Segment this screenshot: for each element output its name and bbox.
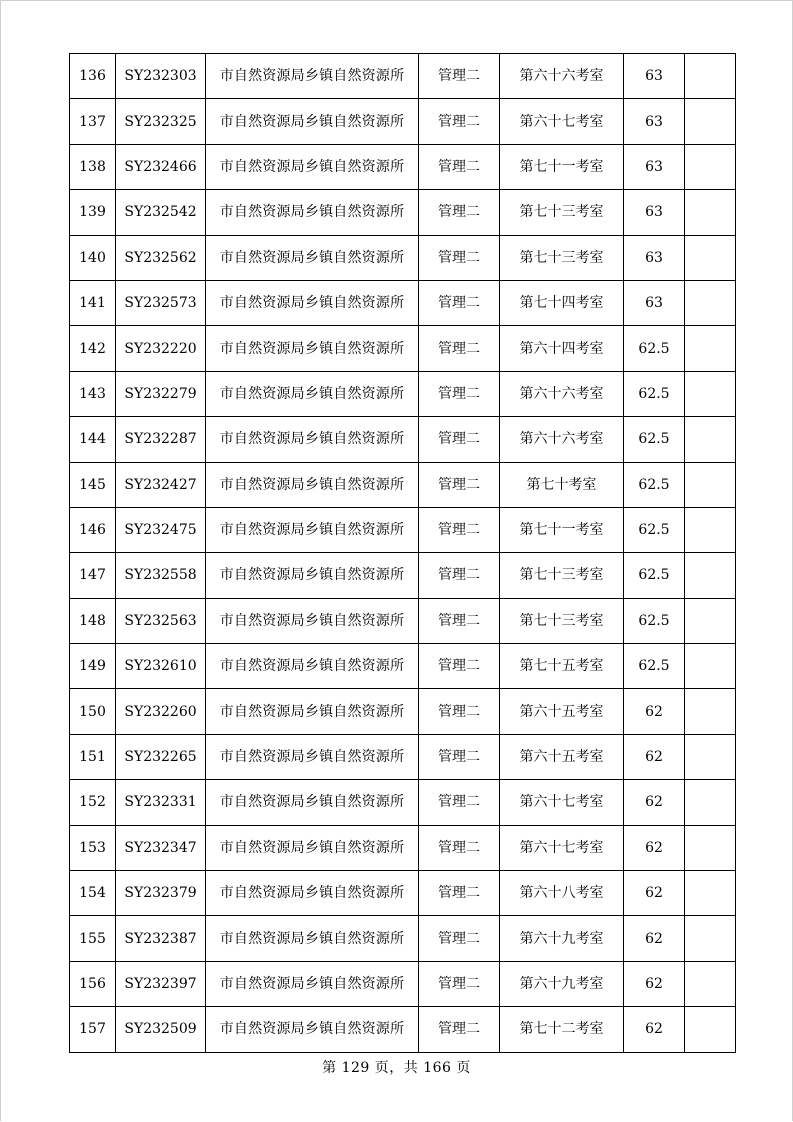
unit-cell: 市自然资源局乡镇自然资源所	[206, 689, 419, 734]
position-cell: 管理二	[419, 780, 500, 825]
position-cell: 管理二	[419, 54, 500, 99]
exam-room-cell: 第六十九考室	[500, 916, 624, 961]
score-cell: 62.5	[624, 371, 685, 416]
unit-cell: 市自然资源局乡镇自然资源所	[206, 871, 419, 916]
remark-cell	[685, 326, 736, 371]
remark-cell	[685, 417, 736, 462]
remark-cell	[685, 144, 736, 189]
table-row	[70, 462, 736, 507]
remark-cell	[685, 916, 736, 961]
unit-cell: 市自然资源局乡镇自然资源所	[206, 916, 419, 961]
remark-cell	[685, 825, 736, 870]
candidate-id-cell: SY232287	[116, 417, 206, 462]
exam-room-cell: 第七十三考室	[500, 553, 624, 598]
candidate-id-cell: SY232397	[116, 961, 206, 1006]
exam-room-cell: 第六十八考室	[500, 871, 624, 916]
candidate-id-cell: SY232387	[116, 916, 206, 961]
table-row	[70, 644, 736, 689]
score-cell: 63	[624, 190, 685, 235]
position-cell: 管理二	[419, 507, 500, 552]
row-number-cell: 143	[70, 371, 116, 416]
row-number-cell: 155	[70, 916, 116, 961]
table-row	[70, 280, 736, 325]
candidate-id-cell: SY232220	[116, 326, 206, 371]
table-row	[70, 371, 736, 416]
table-row	[70, 553, 736, 598]
exam-room-cell: 第七十二考室	[500, 1007, 624, 1052]
table-row	[70, 825, 736, 870]
candidate-id-cell: SY232265	[116, 734, 206, 779]
position-cell: 管理二	[419, 644, 500, 689]
score-cell: 62	[624, 961, 685, 1006]
row-number-cell: 141	[70, 280, 116, 325]
table-row	[70, 99, 736, 144]
table-row	[70, 507, 736, 552]
remark-cell	[685, 462, 736, 507]
position-cell: 管理二	[419, 553, 500, 598]
row-number-cell: 151	[70, 734, 116, 779]
unit-cell: 市自然资源局乡镇自然资源所	[206, 961, 419, 1006]
position-cell: 管理二	[419, 961, 500, 1006]
position-cell: 管理二	[419, 598, 500, 643]
position-cell: 管理二	[419, 871, 500, 916]
table-row	[70, 1007, 736, 1052]
unit-cell: 市自然资源局乡镇自然资源所	[206, 54, 419, 99]
score-cell: 62.5	[624, 326, 685, 371]
candidate-id-cell: SY232331	[116, 780, 206, 825]
score-cell: 63	[624, 235, 685, 280]
score-cell: 62	[624, 734, 685, 779]
exam-room-cell: 第七十一考室	[500, 144, 624, 189]
row-number-cell: 136	[70, 54, 116, 99]
score-cell: 62.5	[624, 462, 685, 507]
score-cell: 62.5	[624, 553, 685, 598]
candidate-id-cell: SY232558	[116, 553, 206, 598]
score-cell: 63	[624, 54, 685, 99]
score-cell: 62	[624, 1007, 685, 1052]
exam-room-cell: 第七十五考室	[500, 644, 624, 689]
unit-cell: 市自然资源局乡镇自然资源所	[206, 417, 419, 462]
exam-room-cell: 第六十七考室	[500, 99, 624, 144]
candidate-id-cell: SY232573	[116, 280, 206, 325]
table-row	[70, 780, 736, 825]
remark-cell	[685, 780, 736, 825]
row-number-cell: 145	[70, 462, 116, 507]
unit-cell: 市自然资源局乡镇自然资源所	[206, 280, 419, 325]
candidate-id-cell: SY232303	[116, 54, 206, 99]
remark-cell	[685, 99, 736, 144]
exam-room-cell: 第七十三考室	[500, 235, 624, 280]
unit-cell: 市自然资源局乡镇自然资源所	[206, 598, 419, 643]
position-cell: 管理二	[419, 734, 500, 779]
exam-room-cell: 第六十六考室	[500, 371, 624, 416]
table-row	[70, 734, 736, 779]
row-number-cell: 139	[70, 190, 116, 235]
candidate-id-cell: SY232542	[116, 190, 206, 235]
position-cell: 管理二	[419, 235, 500, 280]
unit-cell: 市自然资源局乡镇自然资源所	[206, 144, 419, 189]
row-number-cell: 150	[70, 689, 116, 734]
unit-cell: 市自然资源局乡镇自然资源所	[206, 190, 419, 235]
score-cell: 62	[624, 825, 685, 870]
score-cell: 62	[624, 916, 685, 961]
exam-room-cell: 第六十四考室	[500, 326, 624, 371]
exam-room-cell: 第七十四考室	[500, 280, 624, 325]
position-cell: 管理二	[419, 144, 500, 189]
results-table	[69, 53, 736, 1053]
candidate-id-cell: SY232279	[116, 371, 206, 416]
candidate-id-cell: SY232260	[116, 689, 206, 734]
position-cell: 管理二	[419, 825, 500, 870]
row-number-cell: 157	[70, 1007, 116, 1052]
table-row	[70, 417, 736, 462]
table-row	[70, 871, 736, 916]
row-number-cell: 148	[70, 598, 116, 643]
candidate-id-cell: SY232563	[116, 598, 206, 643]
score-cell: 63	[624, 280, 685, 325]
row-number-cell: 144	[70, 417, 116, 462]
unit-cell: 市自然资源局乡镇自然资源所	[206, 644, 419, 689]
row-number-cell: 146	[70, 507, 116, 552]
position-cell: 管理二	[419, 326, 500, 371]
candidate-id-cell: SY232347	[116, 825, 206, 870]
score-cell: 62	[624, 689, 685, 734]
position-cell: 管理二	[419, 190, 500, 235]
position-cell: 管理二	[419, 462, 500, 507]
remark-cell	[685, 553, 736, 598]
row-number-cell: 154	[70, 871, 116, 916]
table-row	[70, 916, 736, 961]
score-cell: 62	[624, 871, 685, 916]
score-cell: 63	[624, 99, 685, 144]
exam-room-cell: 第六十五考室	[500, 734, 624, 779]
unit-cell: 市自然资源局乡镇自然资源所	[206, 462, 419, 507]
candidate-id-cell: SY232379	[116, 871, 206, 916]
unit-cell: 市自然资源局乡镇自然资源所	[206, 734, 419, 779]
row-number-cell: 149	[70, 644, 116, 689]
score-cell: 62.5	[624, 644, 685, 689]
unit-cell: 市自然资源局乡镇自然资源所	[206, 326, 419, 371]
unit-cell: 市自然资源局乡镇自然资源所	[206, 553, 419, 598]
exam-room-cell: 第六十六考室	[500, 417, 624, 462]
remark-cell	[685, 734, 736, 779]
candidate-id-cell: SY232562	[116, 235, 206, 280]
remark-cell	[685, 644, 736, 689]
table-row	[70, 144, 736, 189]
position-cell: 管理二	[419, 280, 500, 325]
exam-room-cell: 第六十七考室	[500, 780, 624, 825]
candidate-id-cell: SY232427	[116, 462, 206, 507]
row-number-cell: 152	[70, 780, 116, 825]
score-cell: 62.5	[624, 507, 685, 552]
row-number-cell: 156	[70, 961, 116, 1006]
position-cell: 管理二	[419, 99, 500, 144]
candidate-id-cell: SY232610	[116, 644, 206, 689]
table-row	[70, 326, 736, 371]
table-row	[70, 190, 736, 235]
unit-cell: 市自然资源局乡镇自然资源所	[206, 99, 419, 144]
row-number-cell: 142	[70, 326, 116, 371]
score-cell: 62	[624, 780, 685, 825]
remark-cell	[685, 54, 736, 99]
table-row	[70, 235, 736, 280]
remark-cell	[685, 190, 736, 235]
table-row	[70, 54, 736, 99]
unit-cell: 市自然资源局乡镇自然资源所	[206, 371, 419, 416]
table-row	[70, 598, 736, 643]
row-number-cell: 137	[70, 99, 116, 144]
score-cell: 62.5	[624, 417, 685, 462]
unit-cell: 市自然资源局乡镇自然资源所	[206, 825, 419, 870]
score-cell: 62.5	[624, 598, 685, 643]
candidate-id-cell: SY232475	[116, 507, 206, 552]
score-cell: 63	[624, 144, 685, 189]
unit-cell: 市自然资源局乡镇自然资源所	[206, 1007, 419, 1052]
position-cell: 管理二	[419, 417, 500, 462]
exam-room-cell: 第六十七考室	[500, 825, 624, 870]
remark-cell	[685, 235, 736, 280]
exam-room-cell: 第六十九考室	[500, 961, 624, 1006]
table-body	[70, 54, 736, 1053]
exam-room-cell: 第七十考室	[500, 462, 624, 507]
exam-room-cell: 第七十三考室	[500, 598, 624, 643]
position-cell: 管理二	[419, 1007, 500, 1052]
exam-room-cell: 第六十六考室	[500, 54, 624, 99]
unit-cell: 市自然资源局乡镇自然资源所	[206, 235, 419, 280]
exam-room-cell: 第七十三考室	[500, 190, 624, 235]
position-cell: 管理二	[419, 371, 500, 416]
candidate-id-cell: SY232325	[116, 99, 206, 144]
remark-cell	[685, 280, 736, 325]
exam-room-cell: 第七十一考室	[500, 507, 624, 552]
row-number-cell: 153	[70, 825, 116, 870]
remark-cell	[685, 1007, 736, 1052]
page-footer: 第 129 页，共 166 页	[322, 1060, 471, 1076]
exam-room-cell: 第六十五考室	[500, 689, 624, 734]
remark-cell	[685, 961, 736, 1006]
position-cell: 管理二	[419, 916, 500, 961]
remark-cell	[685, 598, 736, 643]
remark-cell	[685, 871, 736, 916]
table-row	[70, 961, 736, 1006]
row-number-cell: 147	[70, 553, 116, 598]
candidate-id-cell: SY232466	[116, 144, 206, 189]
remark-cell	[685, 371, 736, 416]
candidate-id-cell: SY232509	[116, 1007, 206, 1052]
remark-cell	[685, 507, 736, 552]
row-number-cell: 138	[70, 144, 116, 189]
row-number-cell: 140	[70, 235, 116, 280]
table-row	[70, 689, 736, 734]
remark-cell	[685, 689, 736, 734]
unit-cell: 市自然资源局乡镇自然资源所	[206, 780, 419, 825]
unit-cell: 市自然资源局乡镇自然资源所	[206, 507, 419, 552]
position-cell: 管理二	[419, 689, 500, 734]
